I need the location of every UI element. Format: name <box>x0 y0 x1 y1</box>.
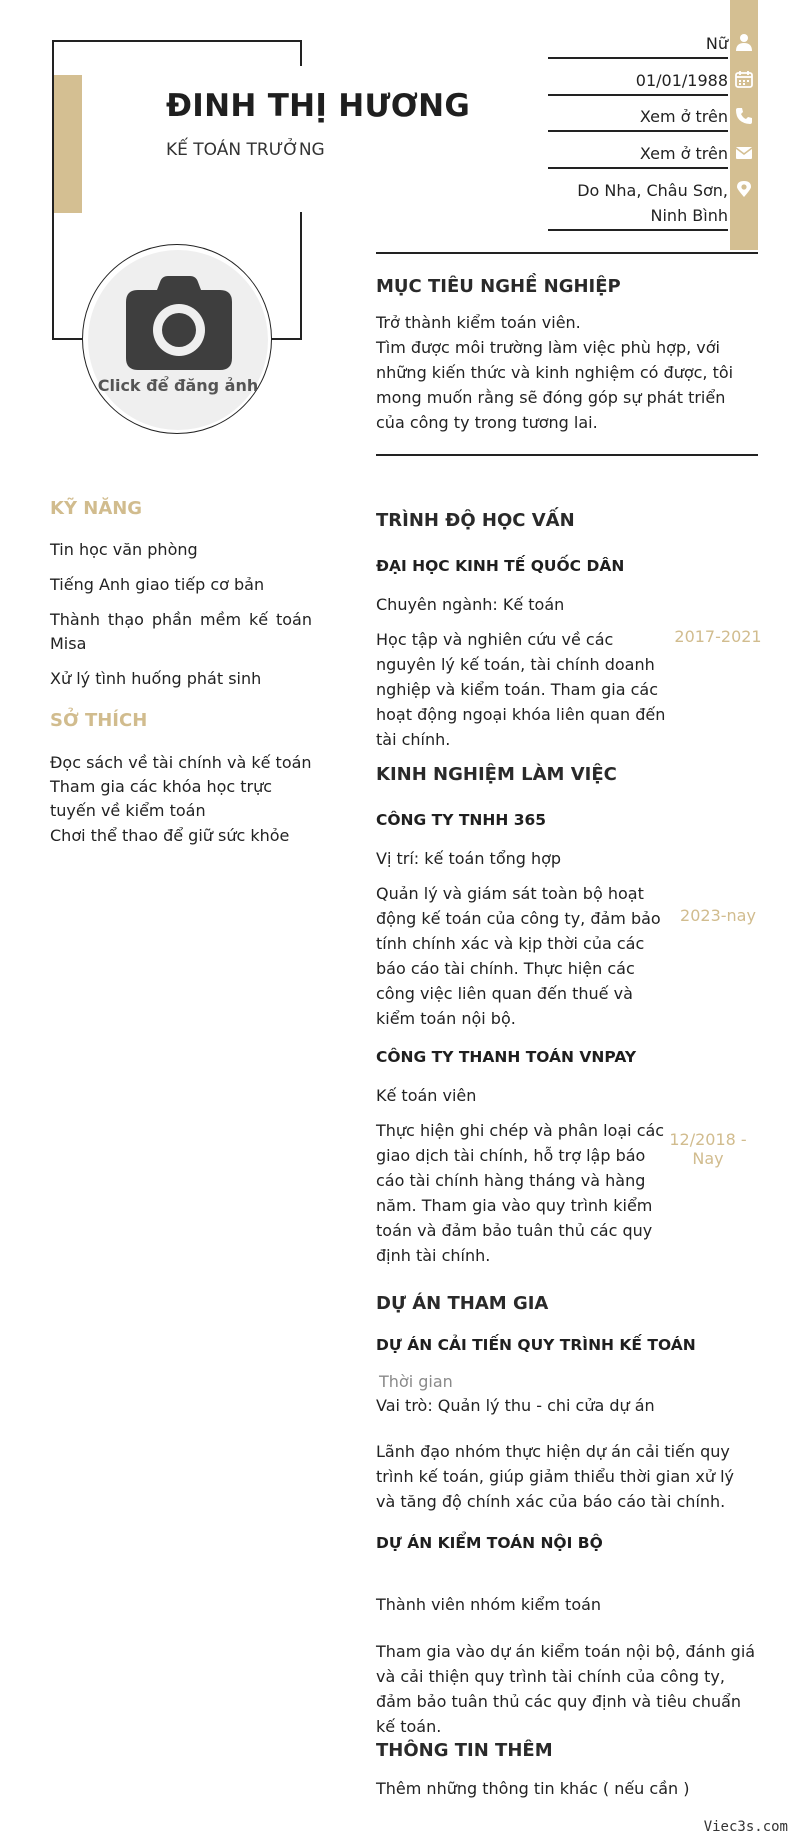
section-divider <box>376 454 758 456</box>
header-frame-top <box>52 40 302 42</box>
education-school[interactable]: ĐẠI HỌC KINH TẾ QUỐC DÂN <box>376 557 625 575</box>
skill-item[interactable]: Xử lý tình huống phát sinh <box>50 669 262 688</box>
contact-gender[interactable]: Nữ <box>705 34 728 53</box>
job-date[interactable]: 12/2018 - Nay <box>669 1130 747 1168</box>
project-role[interactable]: Thành viên nhóm kiểm toán <box>376 1595 602 1614</box>
additional-heading[interactable]: THÔNG TIN THÊM <box>376 1740 553 1761</box>
header-frame-right-bottom <box>300 212 302 340</box>
education-heading[interactable]: TRÌNH ĐỘ HỌC VẤN <box>376 510 575 531</box>
hobby-item[interactable]: Đọc sách về tài chính và kế toán <box>50 753 312 772</box>
camera-icon[interactable] <box>126 276 232 370</box>
project-description[interactable]: Lãnh đạo nhóm thực hiện dự án cải tiến quy trình kế toán, giúp giảm thiểu thời gian xử lý và tăng độ chính xác của báo cáo tài chính. <box>376 1442 735 1511</box>
job-title[interactable]: KẾ TOÁN TRƯỞNG <box>166 140 325 160</box>
project-description[interactable]: Tham gia vào dự án kiểm toán nội bộ, đánh giá và cải thiện quy trình tài chính của công ty, đảm bảo tuân thủ các quy định và tiêu chuẩn kế toán. <box>376 1642 756 1736</box>
objective-heading[interactable]: MỤC TIÊU NGHỀ NGHIỆP <box>376 276 621 297</box>
project-role[interactable]: Vai trò: Quản lý thu - chi cửa dự án <box>376 1396 655 1415</box>
contact-divider <box>548 130 728 132</box>
job-description[interactable]: Thực hiện ghi chép và phân loại các giao dịch tài chính, hỗ trợ lập báo cáo tài chính hàng tháng và hàng năm. Tham gia vào quy trình kiểm toán và đảm bảo tuân thủ các quy định tài chính. <box>376 1121 665 1265</box>
additional-text[interactable]: Thêm những thông tin khác ( nếu cần ) <box>376 1779 690 1798</box>
contact-email[interactable]: Xem ở trên <box>639 144 728 163</box>
skill-item[interactable]: Tiếng Anh giao tiếp cơ bản <box>50 575 265 594</box>
education-major[interactable]: Chuyên ngành: Kế toán <box>376 595 565 614</box>
education-date[interactable]: 2017-2021 <box>674 627 762 646</box>
job-description[interactable]: Quản lý và giám sát toàn bộ hoạt động kế toán của công ty, đảm bảo tính chính xác và kịp thời của các báo cáo tài chính. Thực hiện các công việc liên quan đến thuế và kiểm toán nội bộ. <box>376 884 661 1028</box>
hobby-item[interactable]: Tham gia các khóa học trực tuyến về kiểm toán <box>50 777 273 820</box>
candidate-name[interactable]: ĐINH THỊ HƯƠNG <box>166 88 471 124</box>
contact-divider <box>548 94 728 96</box>
contact-address-line1[interactable]: Do Nha, Châu Sơn, <box>577 181 728 200</box>
objective-text[interactable]: Trở thành kiểm toán viên. Tìm được môi trường làm việc phù hợp, với những kiến thức và kinh nghiệm có được, tôi mong muốn rằng sẽ đóng góp sự phát triển của công ty trong tương lai. <box>376 313 734 432</box>
location-icon <box>735 180 753 198</box>
contact-phone[interactable]: Xem ở trên <box>639 107 728 126</box>
project-time-placeholder[interactable]: Thời gian <box>379 1372 453 1391</box>
job-company[interactable]: CÔNG TY THANH TOÁN VNPAY <box>376 1048 637 1066</box>
hobbies-heading[interactable]: SỞ THÍCH <box>50 710 148 731</box>
job-date[interactable]: 2023-nay <box>680 906 756 925</box>
project-name[interactable]: DỰ ÁN CẢI TIẾN QUY TRÌNH KẾ TOÁN <box>376 1336 696 1354</box>
job-position[interactable]: Kế toán viên <box>376 1086 477 1105</box>
skill-item[interactable]: Tin học văn phòng <box>50 540 198 559</box>
calendar-icon <box>735 70 753 88</box>
header-frame-right-top <box>300 40 302 66</box>
section-divider <box>376 252 758 254</box>
person-icon <box>735 33 753 51</box>
experience-heading[interactable]: KINH NGHIỆM LÀM VIỆC <box>376 764 617 785</box>
contact-dob[interactable]: 01/01/1988 <box>635 71 728 90</box>
accent-bar <box>54 75 82 213</box>
job-company[interactable]: CÔNG TY TNHH 365 <box>376 811 547 829</box>
hobby-item[interactable]: Chơi thể thao để giữ sức khỏe <box>50 826 290 845</box>
contact-divider <box>548 229 728 231</box>
project-name[interactable]: DỰ ÁN KIỂM TOÁN NỘI BỘ <box>376 1534 603 1552</box>
projects-heading[interactable]: DỰ ÁN THAM GIA <box>376 1293 549 1314</box>
watermark: Viec3s.com <box>703 1819 788 1835</box>
avatar-caption[interactable]: Click để đăng ảnh <box>97 376 259 395</box>
job-position[interactable]: Vị trí: kế toán tổng hợp <box>376 849 562 868</box>
contact-divider <box>548 57 728 59</box>
mail-icon <box>735 144 753 162</box>
phone-icon <box>735 107 753 125</box>
education-description[interactable]: Học tập và nghiên cứu về các nguyên lý kế toán, tài chính doanh nghiệp và kiểm toán. Tham gia các hoạt động ngoại khóa liên quan đến tài chính. <box>376 630 666 749</box>
skills-heading[interactable]: KỸ NĂNG <box>50 498 143 519</box>
skill-item[interactable]: Thành thạo phần mềm kế toán Misa <box>50 610 312 653</box>
contact-divider <box>548 167 728 169</box>
contact-address-line2[interactable]: Ninh Bình <box>650 206 728 225</box>
